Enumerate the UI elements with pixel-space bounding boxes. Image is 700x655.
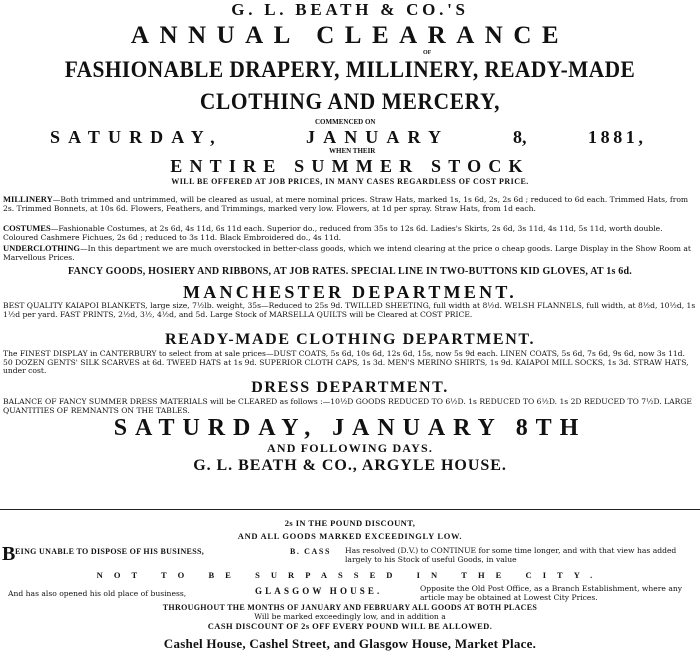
also-opened-text: And has also opened his old place of business,: [8, 589, 187, 598]
firm-name: G. L. BEATH & CO.'S: [231, 0, 469, 19]
millinery-label: MILLINERY: [3, 194, 53, 204]
ready-made-heading: READY-MADE CLOTHING DEPARTMENT.: [164, 331, 536, 348]
headline-line-1: FASHIONABLE DRAPERY, MILLINERY, READY-MADE: [64, 57, 636, 82]
argyle-house-line: G. L. BEATH & CO., ARGYLE HOUSE.: [193, 457, 507, 474]
date-date: 8,: [513, 127, 527, 147]
millinery-paragraph: [3, 195, 697, 213]
glasgow-house-name: GLASGOW HOUSE.: [255, 586, 383, 596]
b-cass-name: B. CASS: [290, 547, 331, 556]
cash-discount-line: CASH DISCOUNT OF 2s OFF EVERY POUND WILL BE ALLOWED.: [207, 621, 493, 631]
goods-marked-line: AND ALL GOODS MARKED EXCEEDINGLY LOW.: [237, 531, 463, 541]
costumes-label: COSTUMES: [3, 223, 51, 233]
millinery-text: —Both trimmed and untrimmed, will be cleared as usual, at mere nominal prices. Straw Hats, marked 1s, 1s 6d, 2s, 2s 6d ; reduced to 6d each. Trimmed Hats, from 2s. Trimmed Bonnets, at 10s 6d. Flowers, Feathers, and Trimmings, marked very low. Flowers, at 1d per spray. Straw Hats, from 1d each.: [3, 195, 689, 213]
underclothing-label: UNDERCLOTHING: [3, 243, 80, 253]
manchester-text: BEST QUALITY KAIAPOI BLANKETS, large size, 7½lb. weight, 35s—Reduced to 25s 9d. TWILLED SHEETING, full width at 8½d. WELSH FLANNELS, full width, at 8½d, 10½d, 1s 1½d per yard. FAST PRINTS, 2½d, 3½, 4½d, and 5d. Large Stock of MARSELLA QUILTS will be Cleared at COST PRICE.: [3, 301, 696, 319]
commenced-on-label: COMMENCED ON: [315, 118, 376, 126]
saturday-january-footer: SATURDAY, JANUARY 8TH: [113, 415, 587, 441]
resolved-text: Has resolved (D.V.) to CONTINUE for some time longer, and with that view has added largely to his Stock of useful Goods, in value: [345, 546, 677, 564]
of-label: OF: [423, 50, 432, 56]
fancy-goods-line: FANCY GOODS, HOSIERY AND RIBBONS, AT JOB RATES. SPECIAL LINE IN TWO-BUTTONS KID GLOVES, AT 1s 6d.: [68, 266, 632, 277]
headline-line-2: CLOTHING AND MERCERY,: [199, 89, 501, 114]
marked-low-line: Will be marked exceedingly low, and in addition a: [254, 612, 446, 621]
costumes-text: —Fashionable Costumes, at 2s 6d, 4s 11d, 6s 11d each. Superior do., reduced from 35s to 12s 6d. Ladies's Skirts, 2s 6d, 3s 11d, 4s 11d, 5s 11d, worth double. Coloured Cashmere Fichues, 2s 6d ; reduced to 3s 11d. Black Embroidered do., 4s 11d.: [3, 224, 663, 242]
stock-subheading: WILL BE OFFERED AT JOB PRICES, IN MANY CASES REGARDLESS OF COST PRICE.: [171, 177, 529, 186]
dress-text: BALANCE OF FANCY SUMMER DRESS MATERIALS will be CLEARED as follows :—10½D GOODS REDUCED TO 6½D. 1s REDUCED TO 6½D. 1s 2D REDUCED TO 7½D. LARGE QUANTITIES OF REMNANTS ON THE TABLES.: [3, 397, 692, 415]
following-days-line: AND FOLLOWING DAYS.: [266, 441, 434, 455]
when-their-label: WHEN THEIR: [329, 147, 376, 155]
underclothing-paragraph: [3, 244, 697, 262]
opposite-text: Opposite the Old Post Office, as a Branch Establishment, where any article may be obtained at Lowest City Prices.: [420, 584, 683, 602]
annual-clearance-heading: ANNUAL CLEARANCE: [130, 22, 570, 49]
section-divider: [0, 509, 700, 510]
being-unable-text: EING UNABLE TO DISPOSE OF HIS BUSINESS,: [15, 547, 205, 556]
throughout-line: THROUGHOUT THE MONTHS OF JANUARY AND FEBRUARY ALL GOODS AT BOTH PLACES: [162, 603, 538, 612]
addresses-line: Cashel House, Cashel Street, and Glasgow House, Market Place.: [163, 636, 537, 651]
ready-made-text: The FINEST DISPLAY in CANTERBURY to select from at sale prices—DUST COATS, 5s 6d, 10s 6d, 12s 6d, 15s, now 5s 9d each. LINEN COATS, 5s 6d, 7s 6d, 9s 6d, now 3s 11d. 50 DOZEN GENTS' SILK SCARVES at 6d. TWEED HATS at 1s 9d. SUPERIOR CLOTH CAPS, 1s 3d. MEN'S MERINO SHIRTS, 1s 9d. KAIAPOI MILL SOCKS, 1s 3d. STRAW HATS, under cost.: [3, 349, 689, 376]
date-day: SATURDAY,: [50, 127, 223, 147]
dress-heading: DRESS DEPARTMENT.: [251, 379, 449, 396]
date-month: JANUARY: [306, 127, 450, 147]
drop-cap: B: [2, 543, 16, 565]
manchester-heading: MANCHESTER DEPARTMENT.: [183, 282, 517, 302]
not-surpassed-line: NOT TO BE SURPASSED IN THE CITY.: [96, 570, 604, 580]
costumes-paragraph: [3, 224, 697, 242]
discount-line: 2s IN THE POUND DISCOUNT,: [284, 518, 416, 528]
date-year: 1881,: [588, 127, 647, 147]
entire-summer-stock-heading: ENTIRE SUMMER STOCK: [170, 156, 530, 176]
underclothing-text: —In this department we are much overstocked in better-class goods, which we intend clearing at the price o cheap goods. Large Display in the Show Room at Marvellous Prices.: [3, 244, 691, 262]
